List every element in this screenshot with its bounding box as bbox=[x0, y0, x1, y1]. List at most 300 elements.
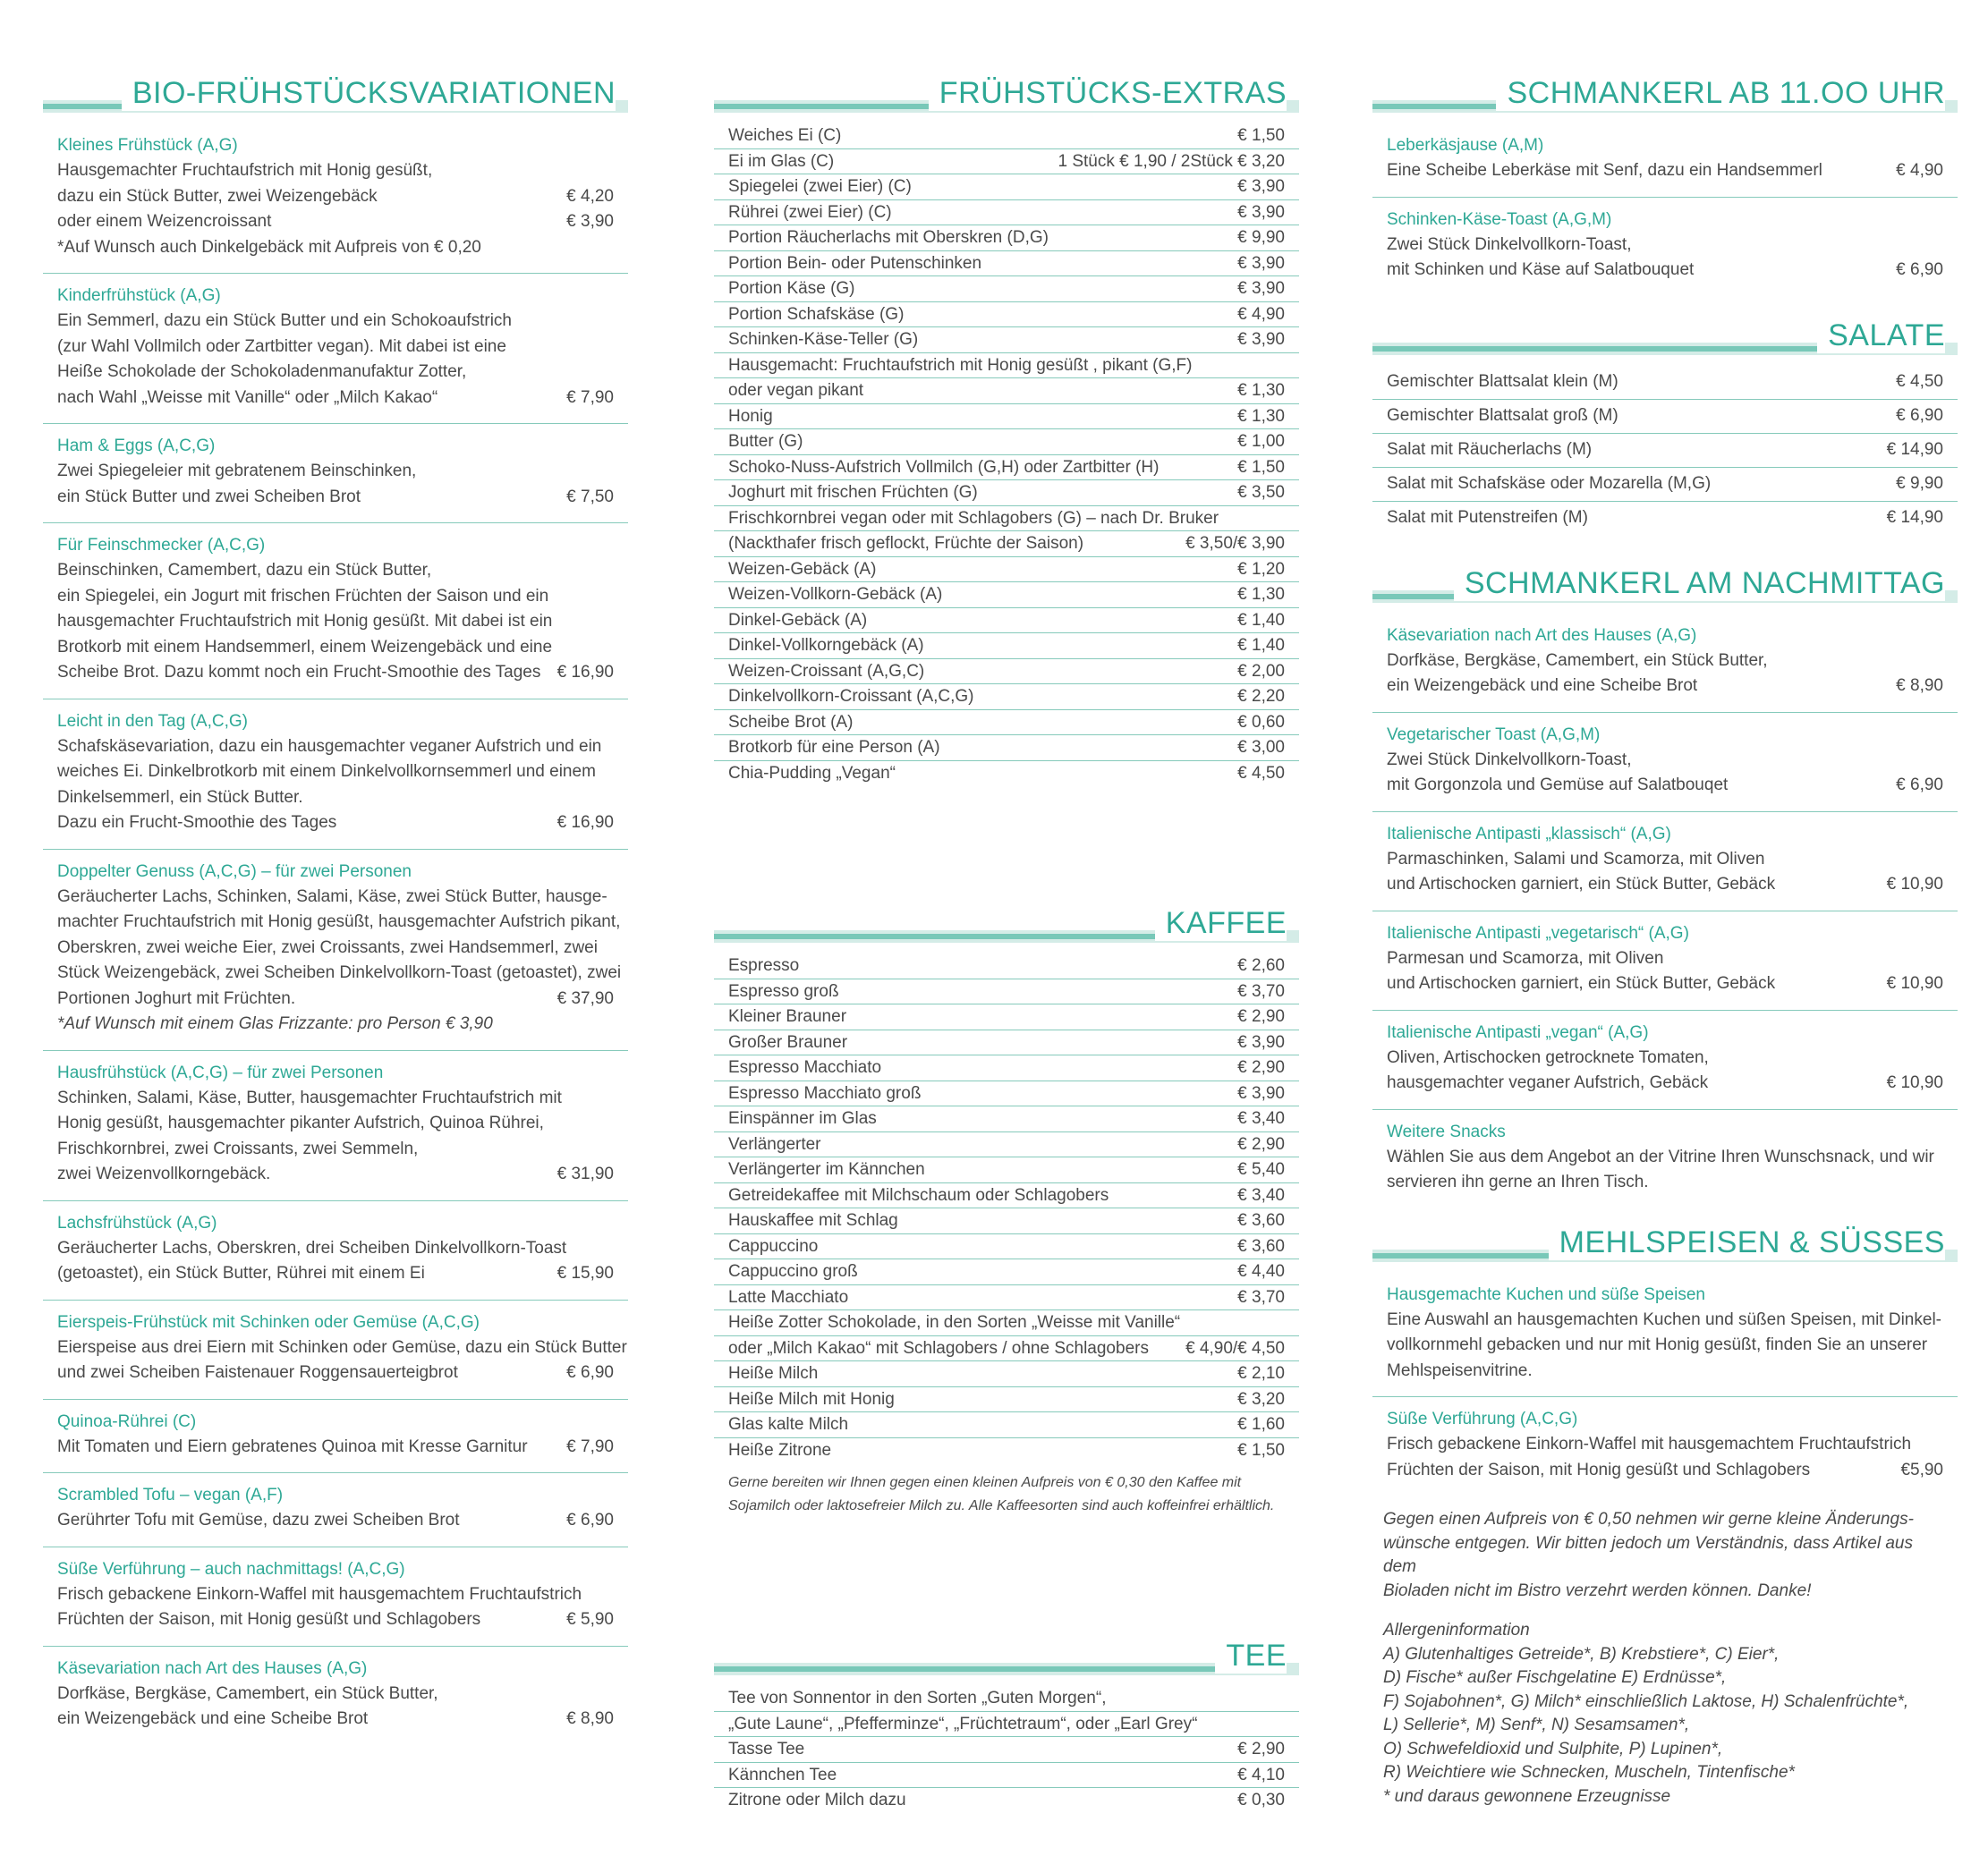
entry-line bbox=[57, 360, 614, 386]
section-title: FRÜHSTÜCKS-EXTRAS bbox=[929, 75, 1287, 111]
entry-text: Scheibe Brot. Dazu kommt noch ein Frucht-Smoothie des Tages bbox=[57, 663, 541, 682]
item-price: € 4,50 bbox=[1237, 763, 1285, 783]
entry-text: Dorfkäse, Bergkäse, Camembert, ein Stück Butter, bbox=[57, 1683, 438, 1703]
entry-text: Frischkornbrei, zwei Croissants, zwei Semmeln, bbox=[57, 1139, 419, 1158]
price-row bbox=[1372, 502, 1958, 535]
entry-text: Eine Scheibe Leberkäse mit Senf, dazu ein Handsemmerl bbox=[1387, 161, 1822, 180]
item-name: oder vegan pikant bbox=[728, 381, 864, 400]
text-line: Gegen einen Aufpreis von € 0,50 nehmen wir gerne kleine Änderungs- bbox=[1383, 1510, 1914, 1529]
menu-entry bbox=[1372, 1110, 1958, 1208]
entry-line bbox=[57, 1137, 614, 1163]
entry-text: Geräucherter Lachs, Schinken, Salami, Käse, zwei Stück Butter, hausge- bbox=[57, 886, 607, 906]
salate-list bbox=[1372, 366, 1958, 535]
entry-line bbox=[57, 235, 614, 261]
item-name: Espresso Macchiato groß bbox=[728, 1083, 922, 1103]
item-price: € 3,60 bbox=[1237, 1236, 1285, 1256]
price-row bbox=[714, 123, 1299, 149]
item-name: Heiße Zitrone bbox=[728, 1440, 832, 1460]
item-name: Joghurt mit frischen Früchten (G) bbox=[728, 483, 978, 502]
entry-text: Hausgemachter Fruchtaufstrich mit Honig gesüßt, bbox=[57, 161, 433, 180]
entry-line bbox=[1387, 946, 1943, 972]
entry-title: Italienische Antipasti „klassisch“ (A,G) bbox=[1387, 824, 1671, 843]
entry-title: Italienische Antipasti „vegan“ (A,G) bbox=[1387, 1022, 1649, 1042]
entry-title: Kinderfrühstück (A,G) bbox=[57, 286, 221, 305]
section-header-breakfast bbox=[43, 72, 628, 113]
text-line: * und daraus gewonnene Erzeugnisse bbox=[1383, 1786, 1671, 1806]
price-row bbox=[714, 1686, 1299, 1712]
entry-line bbox=[57, 936, 614, 962]
item-name: Hausgemacht: Fruchtaufstrich mit Honig gesüßt , pikant (G,F) bbox=[728, 355, 1193, 375]
price-row bbox=[714, 1055, 1299, 1081]
entry-line bbox=[57, 910, 621, 936]
entry-text: Parmaschinken, Salami und Scamorza, mit Oliven bbox=[1387, 849, 1765, 869]
item-price: € 4,90/€ 4,50 bbox=[1185, 1338, 1285, 1358]
change-notice bbox=[1372, 1508, 1958, 1603]
section-title: KAFFEE bbox=[1155, 905, 1287, 941]
price-row bbox=[714, 531, 1299, 557]
entry-line bbox=[1387, 648, 1943, 674]
entry-title: Lachsfrühstück (A,G) bbox=[57, 1213, 217, 1233]
entry-text: Honig gesüßt, hausgemachter pikanter Aufstrich, Quinoa Rührei, bbox=[57, 1114, 544, 1132]
item-name: Spiegelei (zwei Eier) (C) bbox=[728, 177, 912, 196]
item-name: Verlängerter im Kännchen bbox=[728, 1160, 925, 1179]
entry-line bbox=[1387, 1333, 1943, 1359]
item-price: € 6,90 bbox=[1896, 406, 1943, 426]
entry-text: nach Wahl „Weisse mit Vanille“ oder „Milch Kakao“ bbox=[57, 387, 438, 407]
price-row bbox=[1372, 468, 1958, 502]
entry-price: € 10,90 bbox=[1886, 1073, 1943, 1092]
price-row bbox=[714, 1259, 1299, 1285]
entry-line bbox=[57, 885, 614, 911]
price-row bbox=[714, 506, 1299, 532]
entry-line bbox=[1387, 1071, 1943, 1097]
entry-text: Parmesan und Scamorza, mit Oliven bbox=[1387, 948, 1664, 968]
entry-price: € 37,90 bbox=[556, 988, 614, 1008]
section-header-tee bbox=[714, 1634, 1299, 1675]
entry-text: mit Gorgonzola und Gemüse auf Salatbouqet bbox=[1387, 775, 1729, 794]
section-title: SALATE bbox=[1817, 318, 1945, 353]
entry-price: € 16,90 bbox=[556, 663, 614, 682]
menu-entry bbox=[1372, 614, 1958, 713]
section-header-salate bbox=[1372, 314, 1958, 355]
item-name: Brotkorb für eine Person (A) bbox=[728, 738, 940, 757]
item-name: Dinkel-Vollkorngebäck (A) bbox=[728, 636, 924, 655]
entry-line bbox=[1387, 1145, 1943, 1171]
entry-text: *Auf Wunsch auch Dinkelgebäck mit Aufpreis von € 0,20 bbox=[57, 237, 481, 257]
item-price: € 1,30 bbox=[1237, 406, 1285, 426]
menu-entry bbox=[43, 699, 628, 850]
text-line: A) Glutenhaltiges Getreide*, B) Krebstiere*, C) Eier*, bbox=[1383, 1644, 1780, 1664]
section-title: MEHLSPEISEN & SÜSSES bbox=[1549, 1225, 1945, 1260]
entry-text: Dorfkäse, Bergkäse, Camembert, ein Stück Butter, bbox=[1387, 650, 1768, 670]
entry-title: Quinoa-Rührei (C) bbox=[57, 1411, 197, 1431]
entry-title: Hausfrühstück (A,C,G) – für zwei Personen bbox=[57, 1063, 384, 1082]
entry-title: Hausgemachte Kuchen und süße Speisen bbox=[1387, 1284, 1705, 1304]
item-price: € 3,90 bbox=[1237, 330, 1285, 349]
entry-line bbox=[1387, 748, 1943, 774]
item-name: Dinkel-Gebäck (A) bbox=[728, 610, 868, 630]
item-name: Dinkelvollkorn-Croissant (A,C,G) bbox=[728, 687, 974, 706]
section-header-kaffee bbox=[714, 902, 1299, 943]
price-row bbox=[714, 174, 1299, 200]
entry-line bbox=[57, 459, 614, 485]
item-price: € 4,50 bbox=[1896, 372, 1943, 392]
entry-title: Käsevariation nach Art des Hauses (A,G) bbox=[57, 1658, 368, 1678]
price-row bbox=[714, 378, 1299, 404]
item-price: € 4,10 bbox=[1237, 1765, 1285, 1784]
price-row bbox=[714, 1310, 1299, 1336]
price-row bbox=[1372, 434, 1958, 468]
entry-price: € 6,90 bbox=[566, 1363, 614, 1382]
item-name: Gemischter Blattsalat groß (M) bbox=[1387, 406, 1618, 426]
entry-text: Brotkorb mit einem Handsemmerl, einem Weizengebäck und eine bbox=[57, 637, 553, 657]
item-name: Heiße Milch bbox=[728, 1364, 819, 1383]
price-row bbox=[714, 735, 1299, 761]
item-name: Salat mit Schafskäse oder Mozarella (M,G) bbox=[1387, 474, 1712, 494]
item-name: Salat mit Putenstreifen (M) bbox=[1387, 508, 1588, 528]
menu-entry bbox=[43, 1647, 628, 1745]
entry-line bbox=[57, 158, 614, 184]
price-row bbox=[714, 761, 1299, 786]
entry-price: € 3,90 bbox=[566, 212, 614, 231]
price-row bbox=[714, 582, 1299, 608]
entry-line bbox=[57, 1582, 614, 1608]
item-price: € 1,60 bbox=[1237, 1415, 1285, 1434]
item-price: € 1,50 bbox=[1237, 126, 1285, 145]
price-row bbox=[714, 659, 1299, 685]
item-name: Heiße Milch mit Honig bbox=[728, 1389, 895, 1409]
item-name: Schinken-Käse-Teller (G) bbox=[728, 330, 919, 349]
entry-title: Eierspeis-Frühstück mit Schinken oder Gemüse (A,C,G) bbox=[57, 1312, 480, 1332]
entry-title: Für Feinschmecker (A,C,G) bbox=[57, 536, 266, 555]
item-price: 1 Stück € 1,90 / 2Stück € 3,20 bbox=[1058, 151, 1285, 171]
entry-text: Mit Tomaten und Eiern gebratenes Quinoa mit Kresse Garnitur bbox=[57, 1437, 528, 1456]
entry-line bbox=[1387, 971, 1943, 997]
price-row bbox=[714, 684, 1299, 710]
entry-price: € 31,90 bbox=[556, 1165, 614, 1183]
item-name: Hauskaffee mit Schlag bbox=[728, 1211, 898, 1230]
entry-text: Beinschinken, Camembert, dazu ein Stück Butter, bbox=[57, 561, 432, 580]
text-line: wünsche entgegen. Wir bitten jedoch um Verständnis, dass Artikel aus dem bbox=[1383, 1533, 1913, 1576]
header-accent bbox=[714, 1666, 1242, 1672]
column-breakfast bbox=[43, 72, 628, 1745]
entry-text: Oliven, Artischocken getrocknete Tomaten, bbox=[1387, 1047, 1709, 1067]
entry-line bbox=[57, 209, 614, 235]
column-extras-drinks bbox=[714, 72, 1299, 1813]
entry-line bbox=[1387, 1432, 1943, 1458]
entry-line bbox=[57, 1682, 614, 1708]
entry-line bbox=[57, 609, 614, 635]
item-price: € 0,60 bbox=[1237, 712, 1285, 732]
entry-text: Portionen Joghurt mit Früchten. bbox=[57, 988, 296, 1008]
item-name: Ei im Glas (C) bbox=[728, 151, 835, 171]
entry-text: Schinken, Salami, Käse, Butter, hausgemachter Fruchtaufstrich mit bbox=[57, 1088, 562, 1107]
menu-entry bbox=[1372, 1273, 1958, 1398]
entry-title: Leberkäsjause (A,M) bbox=[1387, 136, 1544, 155]
entry-line bbox=[57, 1607, 614, 1633]
entry-text: Zwei Spiegeleier mit gebratenem Beinschinken, bbox=[57, 462, 417, 480]
price-row bbox=[714, 480, 1299, 506]
item-name: Glas kalte Milch bbox=[728, 1415, 849, 1434]
entry-title: Käsevariation nach Art des Hauses (A,G) bbox=[1387, 625, 1697, 645]
price-row bbox=[714, 710, 1299, 736]
price-row bbox=[714, 1361, 1299, 1387]
entry-line bbox=[57, 584, 614, 610]
entry-price: € 6,90 bbox=[1896, 260, 1943, 279]
entry-price: €5,90 bbox=[1900, 1460, 1943, 1479]
entry-line bbox=[1387, 258, 1943, 284]
menu-entry bbox=[1372, 1011, 1958, 1110]
item-price: € 0,30 bbox=[1237, 1791, 1285, 1809]
entry-line bbox=[57, 335, 614, 360]
item-name: Heiße Zotter Schokolade, in den Sorten „Weisse mit Vanille“ bbox=[728, 1313, 1181, 1332]
entry-price: € 5,90 bbox=[566, 1610, 614, 1629]
entry-text: Gerührter Tofu mit Gemüse, dazu zwei Scheiben Brot bbox=[57, 1511, 460, 1530]
entry-text: Dinkelsemmerl, ein Stück Butter. bbox=[57, 787, 303, 807]
price-row bbox=[714, 1157, 1299, 1183]
entry-line bbox=[57, 558, 614, 584]
entry-line bbox=[1387, 158, 1943, 184]
entry-price: € 4,20 bbox=[566, 186, 614, 206]
item-name: Espresso Macchiato bbox=[728, 1058, 882, 1077]
entry-title: Ham & Eggs (A,C,G) bbox=[57, 436, 216, 455]
entry-text: Zwei Stück Dinkelvollkorn-Toast, bbox=[1387, 750, 1632, 769]
entry-text: Dazu ein Frucht-Smoothie des Tages bbox=[57, 813, 337, 832]
item-name: oder „Milch Kakao“ mit Schlagobers / ohne Schlagobers bbox=[728, 1338, 1149, 1358]
item-name: Portion Schafskäse (G) bbox=[728, 304, 905, 324]
item-name: (Nackthafer frisch geflockt, Früchte der Saison) bbox=[728, 534, 1084, 553]
item-price: € 3,90 bbox=[1237, 1083, 1285, 1103]
entry-text: servieren ihn gerne an Ihren Tisch. bbox=[1387, 1173, 1649, 1191]
item-price: € 4,40 bbox=[1237, 1262, 1285, 1281]
menu-entry bbox=[43, 1051, 628, 1201]
item-price: € 3,20 bbox=[1237, 1389, 1285, 1409]
section-header-nachmittag bbox=[1372, 562, 1958, 603]
entry-line bbox=[57, 1086, 614, 1112]
price-row bbox=[714, 327, 1299, 353]
menu-entry bbox=[43, 850, 628, 1051]
item-price: € 3,70 bbox=[1237, 1287, 1285, 1307]
entry-text: Heiße Schokolade der Schokoladenmanufaktur Zotter, bbox=[57, 362, 467, 381]
price-row bbox=[714, 302, 1299, 328]
entry-line bbox=[57, 785, 614, 811]
menu-entry bbox=[1372, 198, 1958, 296]
entry-price: € 10,90 bbox=[1886, 974, 1943, 993]
entry-line bbox=[57, 810, 614, 836]
item-name: Espresso bbox=[728, 956, 800, 975]
price-row bbox=[714, 149, 1299, 175]
menu-entry bbox=[1372, 812, 1958, 911]
nachmittag-list bbox=[1372, 614, 1958, 1208]
item-price: € 1,40 bbox=[1237, 636, 1285, 655]
item-price: € 1,50 bbox=[1237, 457, 1285, 477]
section-title: SCHMANKERL AM NACHMITTAG bbox=[1454, 565, 1945, 601]
extras-list bbox=[714, 123, 1299, 785]
item-price: € 3,40 bbox=[1237, 1109, 1285, 1128]
entry-title: Italienische Antipasti „vegetarisch“ (A,G) bbox=[1387, 923, 1689, 943]
section-title: SCHMANKERL AB 11.OO UHR bbox=[1496, 75, 1945, 111]
entry-title: Süße Verführung – auch nachmittags! (A,C,G) bbox=[57, 1559, 405, 1579]
price-row bbox=[714, 1030, 1299, 1056]
item-name: Chia-Pudding „Vegan“ bbox=[728, 763, 896, 783]
entry-text: und Artischocken garniert, ein Stück Butter, Gebäck bbox=[1387, 974, 1776, 993]
entry-text: und Artischocken garniert, ein Stück Butter, Gebäck bbox=[1387, 875, 1776, 894]
price-row bbox=[714, 251, 1299, 277]
item-name: Espresso groß bbox=[728, 981, 839, 1001]
entry-line bbox=[57, 961, 622, 987]
price-row bbox=[714, 1106, 1299, 1132]
item-name: Schoko-Nuss-Aufstrich Vollmilch (G,H) oder Zartbitter (H) bbox=[728, 457, 1160, 477]
item-price: € 2,90 bbox=[1237, 1740, 1285, 1759]
entry-price: € 6,90 bbox=[566, 1511, 614, 1530]
section-header-schmankerl-11 bbox=[1372, 72, 1958, 113]
entry-line bbox=[1387, 1458, 1943, 1484]
price-row bbox=[714, 1763, 1299, 1789]
schmankerl-11-list bbox=[1372, 123, 1958, 296]
item-price: € 14,90 bbox=[1886, 508, 1943, 528]
section-header-mehlspeisen bbox=[1372, 1221, 1958, 1262]
item-name: Tasse Tee bbox=[728, 1740, 805, 1759]
entry-text: und zwei Scheiben Faistenauer Roggensauerteigbrot bbox=[57, 1363, 458, 1382]
price-row bbox=[714, 1737, 1299, 1763]
entry-line bbox=[57, 1360, 614, 1386]
item-name: Zitrone oder Milch dazu bbox=[728, 1791, 906, 1809]
entry-title: Scrambled Tofu – vegan (A,F) bbox=[57, 1486, 284, 1504]
entry-price: € 15,90 bbox=[556, 1264, 614, 1283]
menu-entry bbox=[43, 523, 628, 699]
entry-line bbox=[57, 987, 614, 1013]
text-line: D) Fische* außer Fischgelatine E) Erdnüsse*, bbox=[1383, 1668, 1727, 1687]
price-row bbox=[714, 1387, 1299, 1413]
item-price: € 1,30 bbox=[1237, 381, 1285, 400]
tee-list bbox=[714, 1686, 1299, 1813]
menu-entry bbox=[1372, 713, 1958, 812]
entry-line bbox=[57, 734, 614, 760]
item-price: € 2,10 bbox=[1237, 1364, 1285, 1383]
item-price: € 2,90 bbox=[1237, 1007, 1285, 1026]
entry-line bbox=[57, 759, 614, 785]
price-row bbox=[714, 429, 1299, 455]
item-name: Portion Räucherlachs mit Oberskren (D,G) bbox=[728, 228, 1049, 247]
entry-text: dazu ein Stück Butter, zwei Weizengebäck bbox=[57, 186, 378, 206]
entry-text: ein Stück Butter und zwei Scheiben Brot bbox=[57, 487, 361, 506]
entry-price: € 7,50 bbox=[566, 487, 614, 506]
entry-text: oder einem Weizencroissant bbox=[57, 212, 272, 231]
entry-line bbox=[57, 635, 614, 661]
entry-line bbox=[57, 485, 614, 511]
entry-line bbox=[1387, 872, 1943, 898]
section-title: TEE bbox=[1215, 1638, 1287, 1674]
price-row bbox=[714, 404, 1299, 430]
menu-entry bbox=[43, 1547, 628, 1647]
column-snacks bbox=[1372, 72, 1958, 1809]
item-price: € 1,20 bbox=[1237, 559, 1285, 579]
item-name: Cappuccino groß bbox=[728, 1262, 858, 1281]
price-row bbox=[714, 608, 1299, 634]
item-price: € 1,40 bbox=[1237, 610, 1285, 630]
entry-title: Doppelter Genuss (A,C,G) – für zwei Personen bbox=[57, 861, 412, 881]
item-price: € 9,90 bbox=[1896, 474, 1943, 494]
entry-price: € 16,90 bbox=[556, 813, 614, 832]
entry-text: Ein Semmerl, dazu ein Stück Butter und ein Schokoaufstrich bbox=[57, 311, 512, 330]
price-row bbox=[714, 1336, 1299, 1362]
entry-title: Kleines Frühstück (A,G) bbox=[57, 136, 238, 155]
item-price: € 5,40 bbox=[1237, 1160, 1285, 1179]
item-name: Großer Brauner bbox=[728, 1032, 848, 1052]
menu-entry bbox=[43, 1301, 628, 1400]
entry-text: Früchten der Saison, mit Honig gesüßt und Schlagobers bbox=[57, 1610, 481, 1629]
item-price: € 3,50/€ 3,90 bbox=[1185, 534, 1285, 553]
item-price: € 2,90 bbox=[1237, 1058, 1285, 1077]
entry-text: Stück Weizengebäck, zwei Scheiben Dinkelvollkorn-Toast (getoastet), zwei bbox=[57, 963, 622, 982]
entry-text: hausgemachter veganer Aufstrich, Gebäck bbox=[1387, 1073, 1709, 1092]
item-name: Kleiner Brauner bbox=[728, 1007, 847, 1026]
kaffee-list bbox=[714, 953, 1299, 1462]
entry-title: Leicht in den Tag (A,C,G) bbox=[57, 711, 248, 731]
item-name: Weizen-Vollkorn-Gebäck (A) bbox=[728, 585, 943, 604]
price-row bbox=[714, 1412, 1299, 1438]
entry-line bbox=[57, 1435, 614, 1461]
entry-line bbox=[1387, 847, 1943, 873]
item-name: Salat mit Räucherlachs (M) bbox=[1387, 440, 1593, 460]
entry-price: € 8,90 bbox=[1896, 676, 1943, 695]
entry-text: Eierspeise aus drei Eiern mit Schinken oder Gemüse, dazu ein Stück Butter bbox=[57, 1337, 627, 1357]
entry-text: (getoastet), ein Stück Butter, Rührei mit einem Ei bbox=[57, 1264, 425, 1283]
price-row bbox=[714, 1183, 1299, 1209]
menu-entry bbox=[43, 274, 628, 424]
price-row bbox=[714, 1208, 1299, 1234]
entry-title: Vegetarischer Toast (A,G,M) bbox=[1387, 725, 1601, 744]
item-name: Weiches Ei (C) bbox=[728, 126, 842, 145]
entry-line bbox=[57, 309, 614, 335]
item-price: € 1,50 bbox=[1237, 1440, 1285, 1460]
entry-text: ein Weizengebäck und eine Scheibe Brot bbox=[1387, 676, 1698, 695]
entry-line bbox=[1387, 773, 1943, 799]
entry-line bbox=[1387, 1170, 1943, 1196]
entry-text: Eine Auswahl an hausgemachten Kuchen und süßen Speisen, mit Dinkel- bbox=[1387, 1309, 1941, 1329]
item-price: € 3,90 bbox=[1237, 253, 1285, 273]
entry-line bbox=[57, 1111, 614, 1137]
entry-text: weiches Ei. Dinkelbrotkorb mit einem Dinkelvollkornsemmerl und einem bbox=[57, 762, 596, 781]
item-price: € 3,90 bbox=[1237, 177, 1285, 196]
entry-text: mit Schinken und Käse auf Salatbouquet bbox=[1387, 260, 1695, 279]
menu-entry bbox=[43, 123, 628, 274]
entry-price: € 6,90 bbox=[1896, 775, 1943, 794]
header-accent bbox=[714, 934, 1197, 939]
entry-text: Geräucherter Lachs, Oberskren, drei Scheiben Dinkelvollkorn-Toast bbox=[57, 1238, 567, 1258]
price-row bbox=[714, 1132, 1299, 1158]
price-row bbox=[714, 276, 1299, 302]
kaffee-note: Gerne bereiten wir Ihnen gegen einen kleinen Aufpreis von € 0,30 den Kaffee mit Sojamilch oder laktosefreier Milch zu. Alle Kaffeesorten sind auch koffeinfrei erhältlich. bbox=[728, 1475, 1275, 1513]
item-price: € 2,00 bbox=[1237, 661, 1285, 681]
entry-text: Früchten der Saison, mit Honig gesüßt und Schlagobers bbox=[1387, 1460, 1811, 1479]
item-name: Kännchen Tee bbox=[728, 1765, 837, 1784]
menu-entry bbox=[43, 1400, 628, 1474]
entry-price: € 7,90 bbox=[566, 387, 614, 407]
price-row bbox=[714, 979, 1299, 1005]
price-row bbox=[714, 1081, 1299, 1107]
entry-title: Weitere Snacks bbox=[1387, 1122, 1506, 1141]
price-row bbox=[714, 557, 1299, 583]
item-price: € 9,90 bbox=[1237, 228, 1285, 247]
item-name: Frischkornbrei vegan oder mit Schlagobers (G) – nach Dr. Bruker bbox=[728, 508, 1219, 528]
item-price: € 2,20 bbox=[1237, 687, 1285, 706]
entry-text: machter Fruchtaufstrich mit Honig gesüßt, hausgemachter Aufstrich pikant, bbox=[57, 912, 621, 931]
entry-text: Zwei Stück Dinkelvollkorn-Toast, bbox=[1387, 234, 1632, 254]
entry-text: Wählen Sie aus dem Angebot an der Vitrine Ihren Wunschsnack, und wir bbox=[1387, 1147, 1934, 1166]
price-row bbox=[714, 633, 1299, 659]
entry-line bbox=[57, 1508, 614, 1534]
